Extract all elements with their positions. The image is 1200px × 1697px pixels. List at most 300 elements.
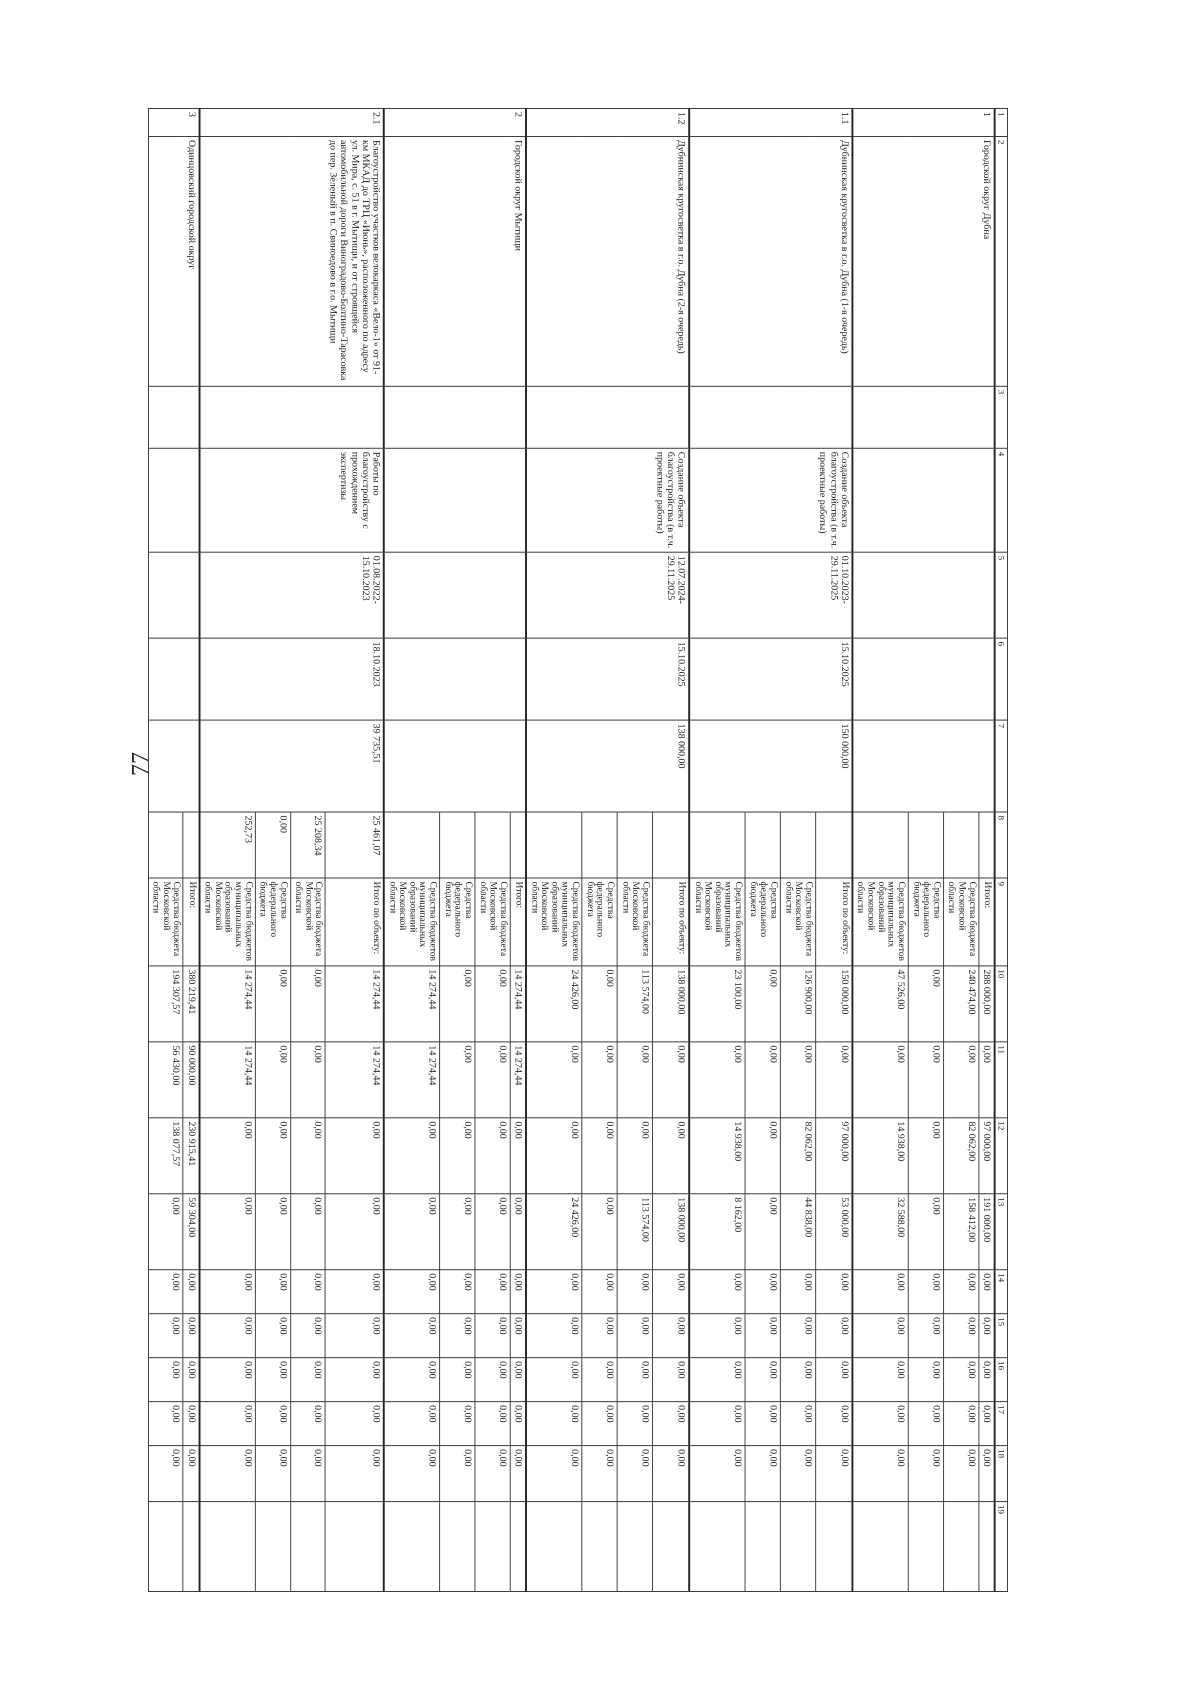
value-col-19 <box>979 1502 995 1592</box>
value-col-19 <box>852 1502 908 1592</box>
completion-date <box>510 638 526 720</box>
empty-cell <box>199 552 255 638</box>
value-col-13: 0,00 <box>908 1194 943 1270</box>
value-col-15: 0,00 <box>199 1314 255 1358</box>
empty-cell <box>475 720 510 812</box>
empty-cell <box>908 108 943 136</box>
value-col-18: 0,00 <box>384 1446 440 1502</box>
value-col-11: 0,00 <box>617 1042 652 1118</box>
funding-source: Средства бюджета Московской области <box>943 878 978 966</box>
value-col-15: 0,00 <box>475 1314 510 1358</box>
value-col-12: 97 000,00 <box>815 1118 852 1194</box>
value-col-14: 0,00 <box>908 1270 943 1314</box>
empty-cell <box>475 448 510 552</box>
value-col-12: 14 938,00 <box>852 1118 908 1194</box>
empty-cell <box>440 448 475 552</box>
empty-cell <box>255 720 290 812</box>
value-col-17: 0,00 <box>815 1402 852 1446</box>
empty-cell <box>582 136 617 386</box>
empty-cell <box>148 448 183 552</box>
object-name: Дубнинская кругосветка в г.о. Дубна (2-я очередь) <box>652 136 689 386</box>
table-row <box>815 108 852 1591</box>
page-number: 77 <box>128 752 154 776</box>
empty-cell <box>689 552 745 638</box>
value-col-17: 0,00 <box>943 1402 978 1446</box>
value-col-12: 0,00 <box>617 1118 652 1194</box>
completion-date: 15.10.2025 <box>815 638 852 720</box>
value-col-18: 0,00 <box>780 1446 815 1502</box>
empty-cell <box>745 386 780 448</box>
value-col-16: 0,00 <box>780 1358 815 1402</box>
value-col-12: 82 062,00 <box>780 1118 815 1194</box>
value-col-10: 14 274,44 <box>384 966 440 1042</box>
work-period <box>183 552 199 638</box>
value-col-15: 0,00 <box>183 1314 199 1358</box>
value-col-11: 0,00 <box>582 1042 617 1118</box>
value-col-12: 0,00 <box>384 1118 440 1194</box>
empty-cell <box>475 108 510 136</box>
column-8-cell <box>908 812 943 878</box>
value-col-15: 0,00 <box>745 1314 780 1358</box>
value-col-13: 0,00 <box>148 1194 183 1270</box>
column-8-cell: 25 208,34 <box>290 812 325 878</box>
column-8-cell <box>943 812 978 878</box>
empty-cell <box>526 108 582 136</box>
empty-cell <box>908 386 943 448</box>
empty-cell <box>852 386 908 448</box>
total-cost: 150 000,00 <box>815 720 852 812</box>
column-8-cell <box>745 812 780 878</box>
empty-cell <box>689 108 745 136</box>
work-type <box>979 448 995 552</box>
empty-cell <box>199 108 255 136</box>
value-col-13: 158 412,00 <box>943 1194 978 1270</box>
empty-cell <box>582 552 617 638</box>
funding-source: Средства бюджета Московской области <box>148 878 183 966</box>
value-col-17: 0,00 <box>979 1402 995 1446</box>
funding-source: Итого по объекту: <box>326 878 384 966</box>
funding-source: Итого: <box>510 878 526 966</box>
empty-cell <box>745 108 780 136</box>
value-col-10: 138 000,00 <box>652 966 689 1042</box>
empty-cell <box>384 638 440 720</box>
column-header-7: 7 <box>995 720 1008 812</box>
value-col-14: 0,00 <box>943 1270 978 1314</box>
value-col-10: 47 526,00 <box>852 966 908 1042</box>
column-header-13: 13 <box>995 1194 1008 1270</box>
value-col-18: 0,00 <box>979 1446 995 1502</box>
value-col-15: 0,00 <box>440 1314 475 1358</box>
empty-cell <box>582 448 617 552</box>
value-col-12: 0,00 <box>582 1118 617 1194</box>
empty-cell <box>582 386 617 448</box>
value-col-19 <box>617 1502 652 1592</box>
empty-cell <box>290 108 325 136</box>
table-row <box>255 108 290 1591</box>
object-name: Благоустройство участков велокаркаса «Вело-1» от 91-км МКАД до ТРЦ «Июнь», расположенного по адресу ул. Мира, с. 51 в г. Мытищи, и от строящейся автомобильной дороги Виноградово-Болтино-Тарасовка до пер. Зеленый в п. Свиноедово в г.о. Мытищи <box>326 136 384 386</box>
value-col-15: 0,00 <box>815 1314 852 1358</box>
value-col-13: 0,00 <box>384 1194 440 1270</box>
empty-cell <box>148 386 183 448</box>
table-row <box>290 108 325 1591</box>
funding-source: Итого по объекту: <box>815 878 852 966</box>
value-col-11: 0,00 <box>475 1042 510 1118</box>
value-col-15: 0,00 <box>979 1314 995 1358</box>
value-col-12: 0,00 <box>526 1118 582 1194</box>
value-col-14: 0,00 <box>148 1270 183 1314</box>
column-header-14: 14 <box>995 1270 1008 1314</box>
column-header-11: 11 <box>995 1042 1008 1118</box>
table-row <box>908 108 943 1591</box>
work-period <box>979 552 995 638</box>
value-col-11: 0,00 <box>290 1042 325 1118</box>
value-col-13: 8 162,00 <box>689 1194 745 1270</box>
empty-cell <box>440 386 475 448</box>
empty-cell <box>617 386 652 448</box>
value-col-10: 0,00 <box>440 966 475 1042</box>
row-number: 2.1 <box>326 108 384 136</box>
value-col-13: 0,00 <box>745 1194 780 1270</box>
value-col-18: 0,00 <box>652 1446 689 1502</box>
empty-cell <box>440 720 475 812</box>
funding-source: Средства федерального бюджета <box>440 878 475 966</box>
empty-cell <box>689 720 745 812</box>
value-col-11: 0,00 <box>689 1042 745 1118</box>
column-3-cell <box>326 386 384 448</box>
value-col-13: 0,00 <box>510 1194 526 1270</box>
table-row <box>510 108 526 1591</box>
value-col-16: 0,00 <box>617 1358 652 1402</box>
funding-source: Средства бюджета Московской области <box>780 878 815 966</box>
value-col-17: 0,00 <box>255 1402 290 1446</box>
header-row <box>995 108 1008 1591</box>
value-col-18: 0,00 <box>440 1446 475 1502</box>
empty-cell <box>290 136 325 386</box>
value-col-19 <box>526 1502 582 1592</box>
column-8-cell <box>652 812 689 878</box>
empty-cell <box>908 448 943 552</box>
value-col-16: 0,00 <box>979 1358 995 1402</box>
value-col-16: 0,00 <box>908 1358 943 1402</box>
value-col-10: 194 307,57 <box>148 966 183 1042</box>
value-col-15: 0,00 <box>148 1314 183 1358</box>
empty-cell <box>475 638 510 720</box>
column-3-cell <box>183 386 199 448</box>
value-col-11: 0,00 <box>852 1042 908 1118</box>
work-type: Работы по благоустройству с прохождением экспертизы <box>326 448 384 552</box>
work-type: Создание объекта благоустройства (в т.ч. проектные работы) <box>815 448 852 552</box>
value-col-13: 0,00 <box>255 1194 290 1270</box>
value-col-16: 0,00 <box>510 1358 526 1402</box>
value-col-17: 0,00 <box>908 1402 943 1446</box>
value-col-14: 0,00 <box>582 1270 617 1314</box>
work-period: 01.08.2022-15.10.2023 <box>326 552 384 638</box>
value-col-16: 0,00 <box>148 1358 183 1402</box>
value-col-18: 0,00 <box>510 1446 526 1502</box>
total-cost: 138 000,00 <box>652 720 689 812</box>
value-col-11: 0,00 <box>815 1042 852 1118</box>
value-col-11: 0,00 <box>908 1042 943 1118</box>
value-col-17: 0,00 <box>510 1402 526 1446</box>
completion-date: 18.10.2023 <box>326 638 384 720</box>
value-col-17: 0,00 <box>199 1402 255 1446</box>
value-col-17: 0,00 <box>526 1402 582 1446</box>
empty-cell <box>148 720 183 812</box>
value-col-10: 126 900,00 <box>780 966 815 1042</box>
value-col-18: 0,00 <box>617 1446 652 1502</box>
empty-cell <box>689 386 745 448</box>
column-8-cell <box>582 812 617 878</box>
column-header-16: 16 <box>995 1358 1008 1402</box>
column-8-cell <box>475 812 510 878</box>
empty-cell <box>582 720 617 812</box>
value-col-19 <box>510 1502 526 1592</box>
empty-cell <box>199 386 255 448</box>
funding-source: Средства бюджетов муниципальных образований Московской области <box>526 878 582 966</box>
value-col-14: 0,00 <box>384 1270 440 1314</box>
empty-cell <box>526 638 582 720</box>
value-col-17: 0,00 <box>440 1402 475 1446</box>
value-col-19 <box>652 1502 689 1592</box>
empty-cell <box>908 552 943 638</box>
table-row <box>652 108 689 1591</box>
table-row <box>617 108 652 1591</box>
column-8-cell <box>510 812 526 878</box>
value-col-16: 0,00 <box>384 1358 440 1402</box>
column-header-2: 2 <box>995 136 1008 386</box>
empty-cell <box>582 638 617 720</box>
value-col-19 <box>943 1502 978 1592</box>
empty-cell <box>908 638 943 720</box>
value-col-14: 0,00 <box>199 1270 255 1314</box>
value-col-18: 0,00 <box>199 1446 255 1502</box>
value-col-12: 0,00 <box>510 1118 526 1194</box>
column-8-cell <box>183 812 199 878</box>
column-3-cell <box>510 386 526 448</box>
value-col-16: 0,00 <box>290 1358 325 1402</box>
funding-source: Итого по объекту: <box>652 878 689 966</box>
value-col-12: 97 000,00 <box>979 1118 995 1194</box>
value-col-14: 0,00 <box>440 1270 475 1314</box>
row-number: 1.1 <box>815 108 852 136</box>
empty-cell <box>617 448 652 552</box>
value-col-12: 0,00 <box>290 1118 325 1194</box>
funding-source: Средства бюджетов муниципальных образований Московской области <box>689 878 745 966</box>
value-col-10: 23 100,00 <box>689 966 745 1042</box>
empty-cell <box>526 136 582 386</box>
value-col-17: 0,00 <box>290 1402 325 1446</box>
value-col-19 <box>440 1502 475 1592</box>
empty-cell <box>745 448 780 552</box>
empty-cell <box>943 386 978 448</box>
empty-cell <box>148 108 183 136</box>
funding-source: Средства федерального бюджета <box>908 878 943 966</box>
column-8-cell <box>780 812 815 878</box>
value-col-15: 0,00 <box>290 1314 325 1358</box>
value-col-12: 0,00 <box>199 1118 255 1194</box>
table-row <box>326 108 384 1591</box>
table-row <box>199 108 255 1591</box>
value-col-19 <box>582 1502 617 1592</box>
value-col-10: 288 000,00 <box>979 966 995 1042</box>
value-col-17: 0,00 <box>475 1402 510 1446</box>
column-header-6: 6 <box>995 638 1008 720</box>
table-row <box>852 108 908 1591</box>
empty-cell <box>255 386 290 448</box>
value-col-13: 32 588,00 <box>852 1194 908 1270</box>
value-col-10: 113 574,00 <box>617 966 652 1042</box>
empty-cell <box>255 638 290 720</box>
empty-cell <box>943 552 978 638</box>
value-col-17: 0,00 <box>148 1402 183 1446</box>
value-col-13: 24 426,00 <box>526 1194 582 1270</box>
value-col-12: 0,00 <box>908 1118 943 1194</box>
value-col-13: 113 574,00 <box>617 1194 652 1270</box>
empty-cell <box>440 136 475 386</box>
value-col-11: 0,00 <box>979 1042 995 1118</box>
value-col-14: 0,00 <box>290 1270 325 1314</box>
empty-cell <box>290 386 325 448</box>
object-name: Одинцовский городской округ <box>183 136 199 386</box>
empty-cell <box>852 136 908 386</box>
value-col-19 <box>183 1502 199 1592</box>
value-col-15: 0,00 <box>526 1314 582 1358</box>
column-3-cell <box>815 386 852 448</box>
column-8-cell <box>148 812 183 878</box>
funding-source: Средства бюджета Московской области <box>617 878 652 966</box>
empty-cell <box>384 386 440 448</box>
value-col-14: 0,00 <box>780 1270 815 1314</box>
value-col-18: 0,00 <box>745 1446 780 1502</box>
value-col-17: 0,00 <box>183 1402 199 1446</box>
value-col-13: 0,00 <box>582 1194 617 1270</box>
column-8-cell: 25 461,07 <box>326 812 384 878</box>
value-col-19 <box>290 1502 325 1592</box>
value-col-10: 14 274,44 <box>326 966 384 1042</box>
empty-cell <box>582 108 617 136</box>
empty-cell <box>475 552 510 638</box>
value-col-16: 0,00 <box>943 1358 978 1402</box>
value-col-18: 0,00 <box>255 1446 290 1502</box>
value-col-17: 0,00 <box>852 1402 908 1446</box>
table-row <box>183 108 199 1591</box>
empty-cell <box>943 136 978 386</box>
value-col-16: 0,00 <box>199 1358 255 1402</box>
value-col-12: 0,00 <box>440 1118 475 1194</box>
table-row <box>526 108 582 1591</box>
funding-source: Итого: <box>979 878 995 966</box>
value-col-14: 0,00 <box>815 1270 852 1314</box>
empty-cell <box>852 552 908 638</box>
value-col-18: 0,00 <box>148 1446 183 1502</box>
empty-cell <box>617 720 652 812</box>
value-col-17: 0,00 <box>617 1402 652 1446</box>
empty-cell <box>943 720 978 812</box>
row-number: 1 <box>979 108 995 136</box>
column-header-4: 4 <box>995 448 1008 552</box>
empty-cell <box>852 448 908 552</box>
total-cost <box>510 720 526 812</box>
table-row <box>943 108 978 1591</box>
table-row <box>475 108 510 1591</box>
value-col-10: 0,00 <box>908 966 943 1042</box>
empty-cell <box>908 136 943 386</box>
value-col-12: 138 077,57 <box>148 1118 183 1194</box>
column-header-10: 10 <box>995 966 1008 1042</box>
column-header-1: 1 <box>995 108 1008 136</box>
object-name: Городской округ Дубна <box>979 136 995 386</box>
table-row <box>979 108 995 1591</box>
value-col-14: 0,00 <box>979 1270 995 1314</box>
value-col-19 <box>475 1502 510 1592</box>
value-col-17: 0,00 <box>384 1402 440 1446</box>
value-col-14: 0,00 <box>255 1270 290 1314</box>
empty-cell <box>943 638 978 720</box>
table-row <box>745 108 780 1591</box>
value-col-19 <box>255 1502 290 1592</box>
empty-cell <box>852 638 908 720</box>
column-header-19: 19 <box>995 1502 1008 1592</box>
value-col-18: 0,00 <box>908 1446 943 1502</box>
work-type <box>510 448 526 552</box>
value-col-16: 0,00 <box>652 1358 689 1402</box>
value-col-12: 0,00 <box>326 1118 384 1194</box>
object-name: Дубнинская кругосветка в г.о. Дубна (1-я очередь) <box>815 136 852 386</box>
empty-cell <box>255 108 290 136</box>
funding-source: Средства бюджетов муниципальных образований Московской области <box>384 878 440 966</box>
work-period: 01.10.2023-29.11.2025 <box>815 552 852 638</box>
value-col-10: 240 474,00 <box>943 966 978 1042</box>
value-col-18: 0,00 <box>475 1446 510 1502</box>
empty-cell <box>689 448 745 552</box>
row-number: 3 <box>183 108 199 136</box>
empty-cell <box>745 720 780 812</box>
row-number: 2 <box>510 108 526 136</box>
empty-cell <box>780 720 815 812</box>
value-col-19 <box>326 1502 384 1592</box>
empty-cell <box>617 136 652 386</box>
empty-cell <box>908 720 943 812</box>
total-cost <box>183 720 199 812</box>
empty-cell <box>384 552 440 638</box>
empty-cell <box>199 448 255 552</box>
empty-cell <box>199 720 255 812</box>
completion-date <box>979 638 995 720</box>
value-col-10: 380 219,41 <box>183 966 199 1042</box>
value-col-12: 0,00 <box>745 1118 780 1194</box>
value-col-10: 24 426,00 <box>526 966 582 1042</box>
table-row <box>440 108 475 1591</box>
empty-cell <box>384 136 440 386</box>
empty-cell <box>780 108 815 136</box>
value-col-18: 0,00 <box>815 1446 852 1502</box>
value-col-16: 0,00 <box>183 1358 199 1402</box>
value-col-19 <box>908 1502 943 1592</box>
funding-source: Средства бюджета Московской области <box>290 878 325 966</box>
value-col-16: 0,00 <box>745 1358 780 1402</box>
work-period <box>510 552 526 638</box>
empty-cell <box>780 552 815 638</box>
empty-cell <box>384 720 440 812</box>
table-row <box>780 108 815 1591</box>
column-8-cell <box>617 812 652 878</box>
empty-cell <box>255 448 290 552</box>
value-col-18: 0,00 <box>943 1446 978 1502</box>
column-8-cell <box>852 812 908 878</box>
value-col-17: 0,00 <box>582 1402 617 1446</box>
empty-cell <box>745 638 780 720</box>
empty-cell <box>943 448 978 552</box>
